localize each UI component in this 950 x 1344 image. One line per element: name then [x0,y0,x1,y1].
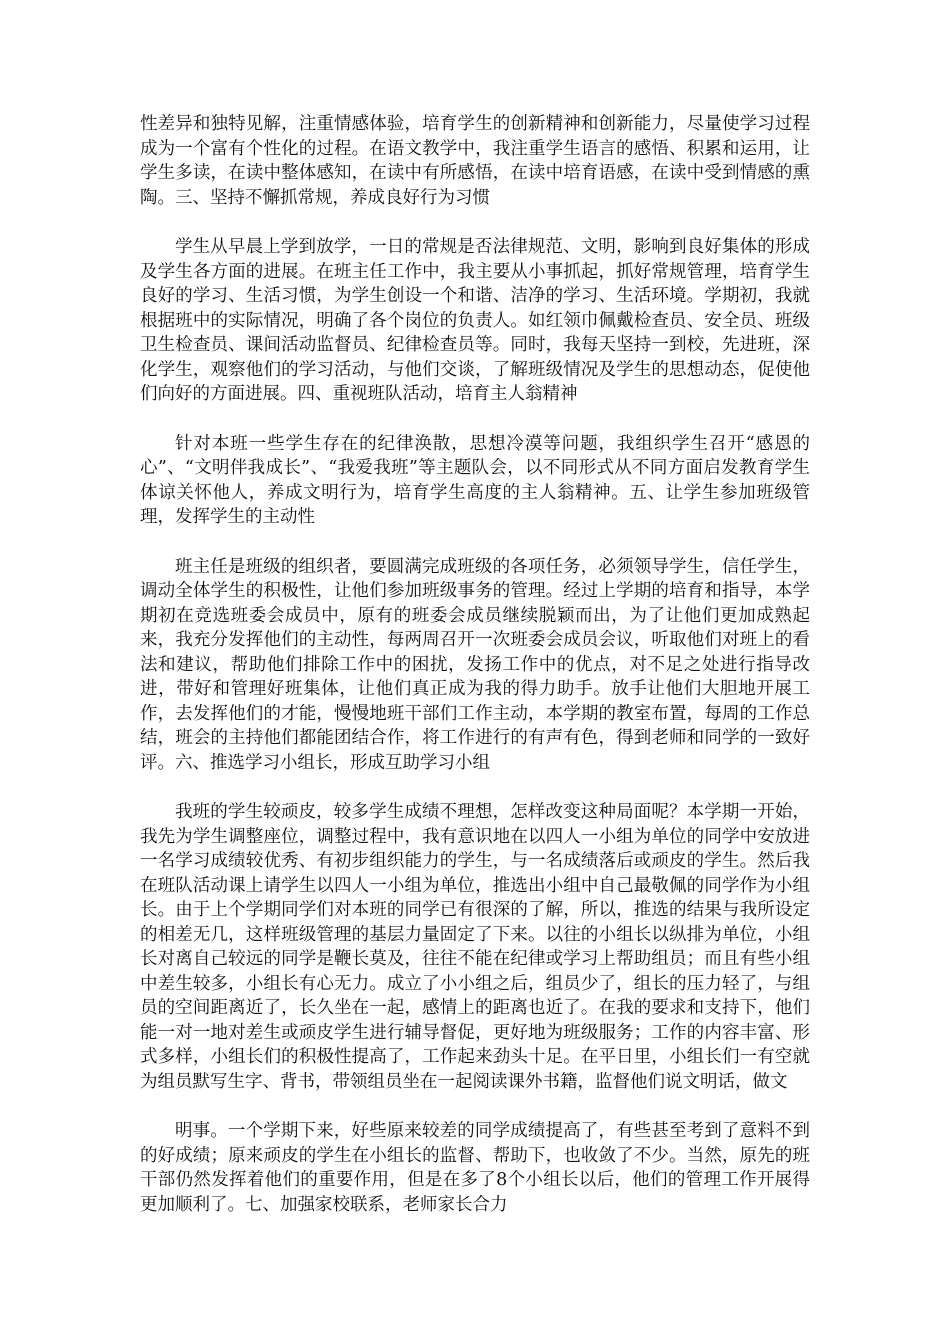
paragraph-5: 我班的学生较顽皮，较多学生成绩不理想，怎样改变这种局面呢？本学期一开始，我先为学生调整座位，调整过程中，我有意识地在以四人一小组为单位的同学中安放进一名学习成绩较优秀、有初步组织能力的学生，与一名成绩落后或顽皮的学生。然后我在班队活动课上请学生以四人一小组为单位，推选出小组中自己最敬佩的同学作为小组长。由于上个学期同学们对本班的同学已有很深的了解，所以，推选的结果与我所设定的相差无几，这样班级管理的基层力量固定了下来。以往的小组长以纵排为单位，小组长对离自己较远的同学是鞭长莫及，往往不能在纪律或学习上帮助组员；而且有些小组中差生较多，小组长有心无力。成立了小小组之后，组员少了，组长的压力轻了，与组员的空间距离近了，长久坐在一起，感情上的距离也近了。在我的要求和支持下，他们能一对一地对差生或顽皮学生进行辅导督促，更好地为班级服务；工作的内容丰富、形式多样，小组长们的积极性提高了，工作起来劲头十足。在平日里，小组长们一有空就为组员默写生字、背书，带领组员坐在一起阅读课外书籍，监督他们说文明话，做文 [140,802,810,1092]
paragraph-1: 性差异和独特见解，注重情感体验，培育学生的创新精神和创新能力，尽量使学习过程成为一个富有个性化的过程。在语文教学中，我注重学生语言的感悟、积累和运用，让学生多读，在读中整体感知，在读中有所感悟，在读中培育语感，在读中受到情感的熏陶。三、坚持不懈抓常规，养成良好行为习惯 [140,114,810,208]
document-page [140,112,810,1242]
paragraph-2: 学生从早晨上学到放学，一日的常规是否法律规范、文明，影响到良好集体的形成及学生各方面的进展。在班主任工作中，我主要从小事抓起，抓好常规管理，培育学生良好的学习、生活习惯，为学生创设一个和谐、洁净的学习、生活环境。学期初，我就根据班中的实际情况，明确了各个岗位的负责人。如红领巾佩戴检查员、安全员、班级卫生检查员、课间活动监督员、纪律检查员等。同时，我每天坚持一到校，先进班，深化学生，观察他们的学习活动，与他们交谈，了解班级情况及学生的思想动态，促使他们向好的方面进展。四、重视班队活动，培育主人翁精神 [140,237,810,404]
paragraph-4: 班主任是班级的组织者，要圆满完成班级的各项任务，必须领导学生，信任学生，调动全体学生的积极性，让他们参加班级事务的管理。经过上学期的培育和指导，本学期初在竞选班委会成员中，原有的班委会成员继续脱颖而出，为了让他们更加成熟起来，我充分发挥他们的主动性，每两周召开一次班委会成员会议，听取他们对班上的看法和建议，帮助他们排除工作中的困扰，发扬工作中的优点，对不足之处进行指导改进，带好和管理好班集体，让他们真正成为我的得力助手。放手让他们大胆地开展工作，去发挥他们的才能，慢慢地班干部们工作主动，本学期的教室布置，每周的工作总结，班会的主持他们都能团结合作，将工作进行的有声有色，得到老师和同学的一致好评。六、推选学习小组长，形成互助学习小组 [140,556,810,773]
paragraph-6: 明事。一个学期下来，好些原来较差的同学成绩提高了，有些甚至考到了意料不到的好成绩；原来顽皮的学生在小组长的监督、帮助下，也收敛了不少。当然，原先的班干部仍然发挥着他们的重要作用，但是在多了8个小组长以后，他们的管理工作开展得更加顺利了。七、加强家校联系，老师家长合力 [140,1121,810,1215]
paragraph-3: 针对本班一些学生存在的纪律涣散，思想冷漠等问题，我组织学生召开“感恩的心”、“文明伴我成长”、“我爱我班”等主题队会，以不同形式从不同方面启发教育学生体谅关怀他人，养成文明行为，培育学生高度的主人翁精神。五、让学生参加班级管理，发挥学生的主动性 [140,433,810,527]
